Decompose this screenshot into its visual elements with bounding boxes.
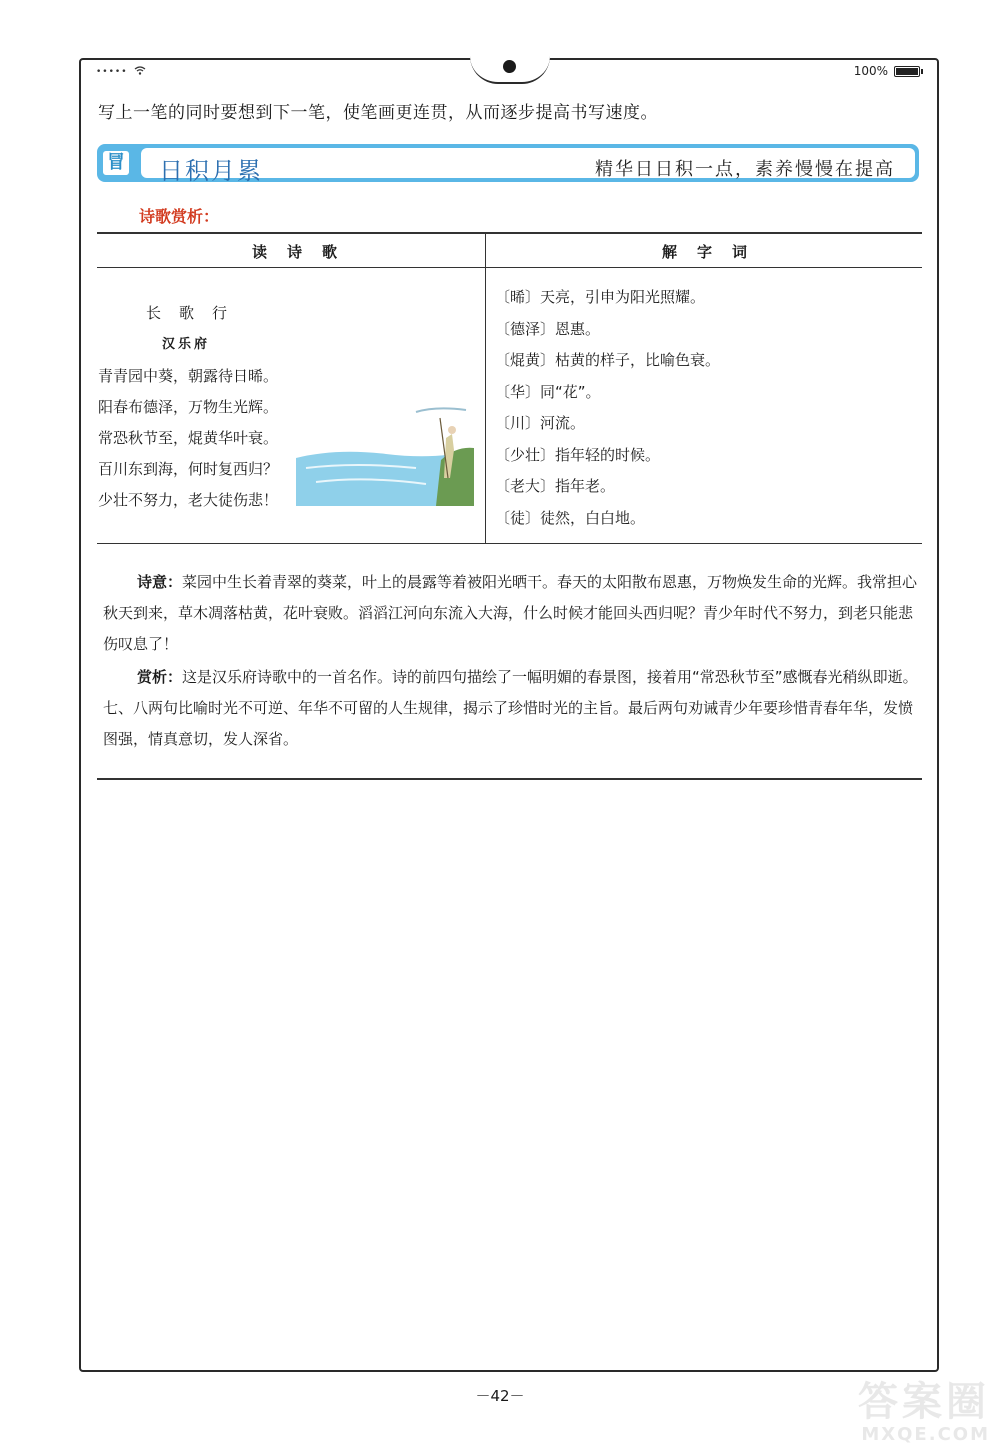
- glossary-item: 〔晞〕天亮，引申为阳光照耀。: [495, 288, 706, 306]
- glossary-item: 〔华〕同“花”。: [495, 382, 601, 401]
- signal-icon: •••••: [96, 67, 128, 77]
- glossary-item: 〔少壮〕指年轻的时候。: [495, 445, 661, 464]
- battery-percent: 100%: [853, 64, 888, 78]
- section-end-divider: [97, 778, 922, 780]
- page-number: －42－: [475, 1387, 525, 1405]
- poem-meaning: [103, 567, 918, 660]
- poem-line: 百川东到海，何时复西归？: [98, 460, 279, 478]
- status-bar-right: [854, 64, 920, 78]
- wifi-icon: [134, 66, 146, 78]
- table-header-border: [97, 267, 922, 268]
- watermark-line1: 答案圈: [858, 1379, 990, 1425]
- meaning-label: 诗意：: [137, 573, 183, 591]
- battery-fill: [896, 68, 918, 75]
- banner-icon: 冒: [103, 151, 129, 175]
- poem-line: 常恐秋节至，焜黄华叶衰。: [98, 429, 279, 447]
- watermark-logo: [858, 1380, 990, 1445]
- glossary-item: 〔川〕河流。: [495, 414, 586, 432]
- banner-inner: [141, 148, 915, 185]
- column-header-poem: 读诗歌: [252, 243, 358, 261]
- banner-slogan: 精华日日积一点，素养慢慢在提高: [595, 159, 895, 180]
- glossary-item: 〔老大〕指年老。: [495, 477, 616, 495]
- banner-title: 日积月累: [159, 157, 263, 185]
- word-glossary: [495, 282, 720, 534]
- poem-lines: [98, 361, 278, 516]
- status-bar-left: [96, 66, 146, 78]
- watermark-line2: MXQE.COM: [861, 1424, 990, 1445]
- column-header-words: 解字词: [662, 243, 768, 261]
- table-bottom-border: [97, 543, 922, 544]
- section-banner: [97, 144, 919, 185]
- camera-dot: [503, 60, 516, 73]
- poem-illustration: [296, 398, 474, 506]
- poem-line: 青青园中葵，朝露待日晞。: [98, 367, 279, 385]
- glossary-item: 〔德泽〕恩惠。: [495, 319, 601, 338]
- appreciation-label: 赏析：: [137, 668, 183, 686]
- table-column-divider: [485, 233, 486, 543]
- poem-appreciation: [103, 662, 918, 755]
- appreciation-text: 这是汉乐府诗歌中的一首名作。诗的前四句描绘了一幅明媚的春景图，接着用“常恐秋节至”感慨春光稍纵即逝。七、八两句比喻时光不可逆、年华不可留的人生规律，揭示了珍惜时光的主旨。最后两句劝诫青少年要珍惜青春年华，发愤图强，情真意切，发人深省。: [103, 668, 918, 748]
- poem-line: 阳春布德泽，万物生光辉。: [98, 398, 279, 416]
- intro-line: 写上一笔的同时要想到下一笔，使笔画更连贯，从而逐步提高书写速度。: [98, 103, 658, 123]
- table-top-border: [97, 232, 922, 234]
- glossary-item: 〔徒〕徒然，白白地。: [495, 508, 646, 527]
- poem-title: 长歌行: [146, 304, 246, 322]
- glossary-item: 〔焜黄〕枯黄的样子，比喻色衰。: [495, 351, 721, 369]
- poem-line: 少壮不努力，老大徒伤悲！: [98, 491, 279, 509]
- poem-author: 汉乐府: [162, 337, 211, 352]
- battery-icon: [894, 66, 920, 77]
- meaning-text: 菜园中生长着青翠的葵菜，叶上的晨露等着被阳光晒干。春天的太阳散布恩惠，万物焕发生命的光辉。我常担心秋天到来，草木凋落枯黄，花叶衰败。滔滔江河向东流入大海，什么时候才能回头西归呢？青少年时代不努力，到老只能悲伤叹息了！: [103, 573, 918, 653]
- section-label: 诗歌赏析：: [139, 207, 220, 226]
